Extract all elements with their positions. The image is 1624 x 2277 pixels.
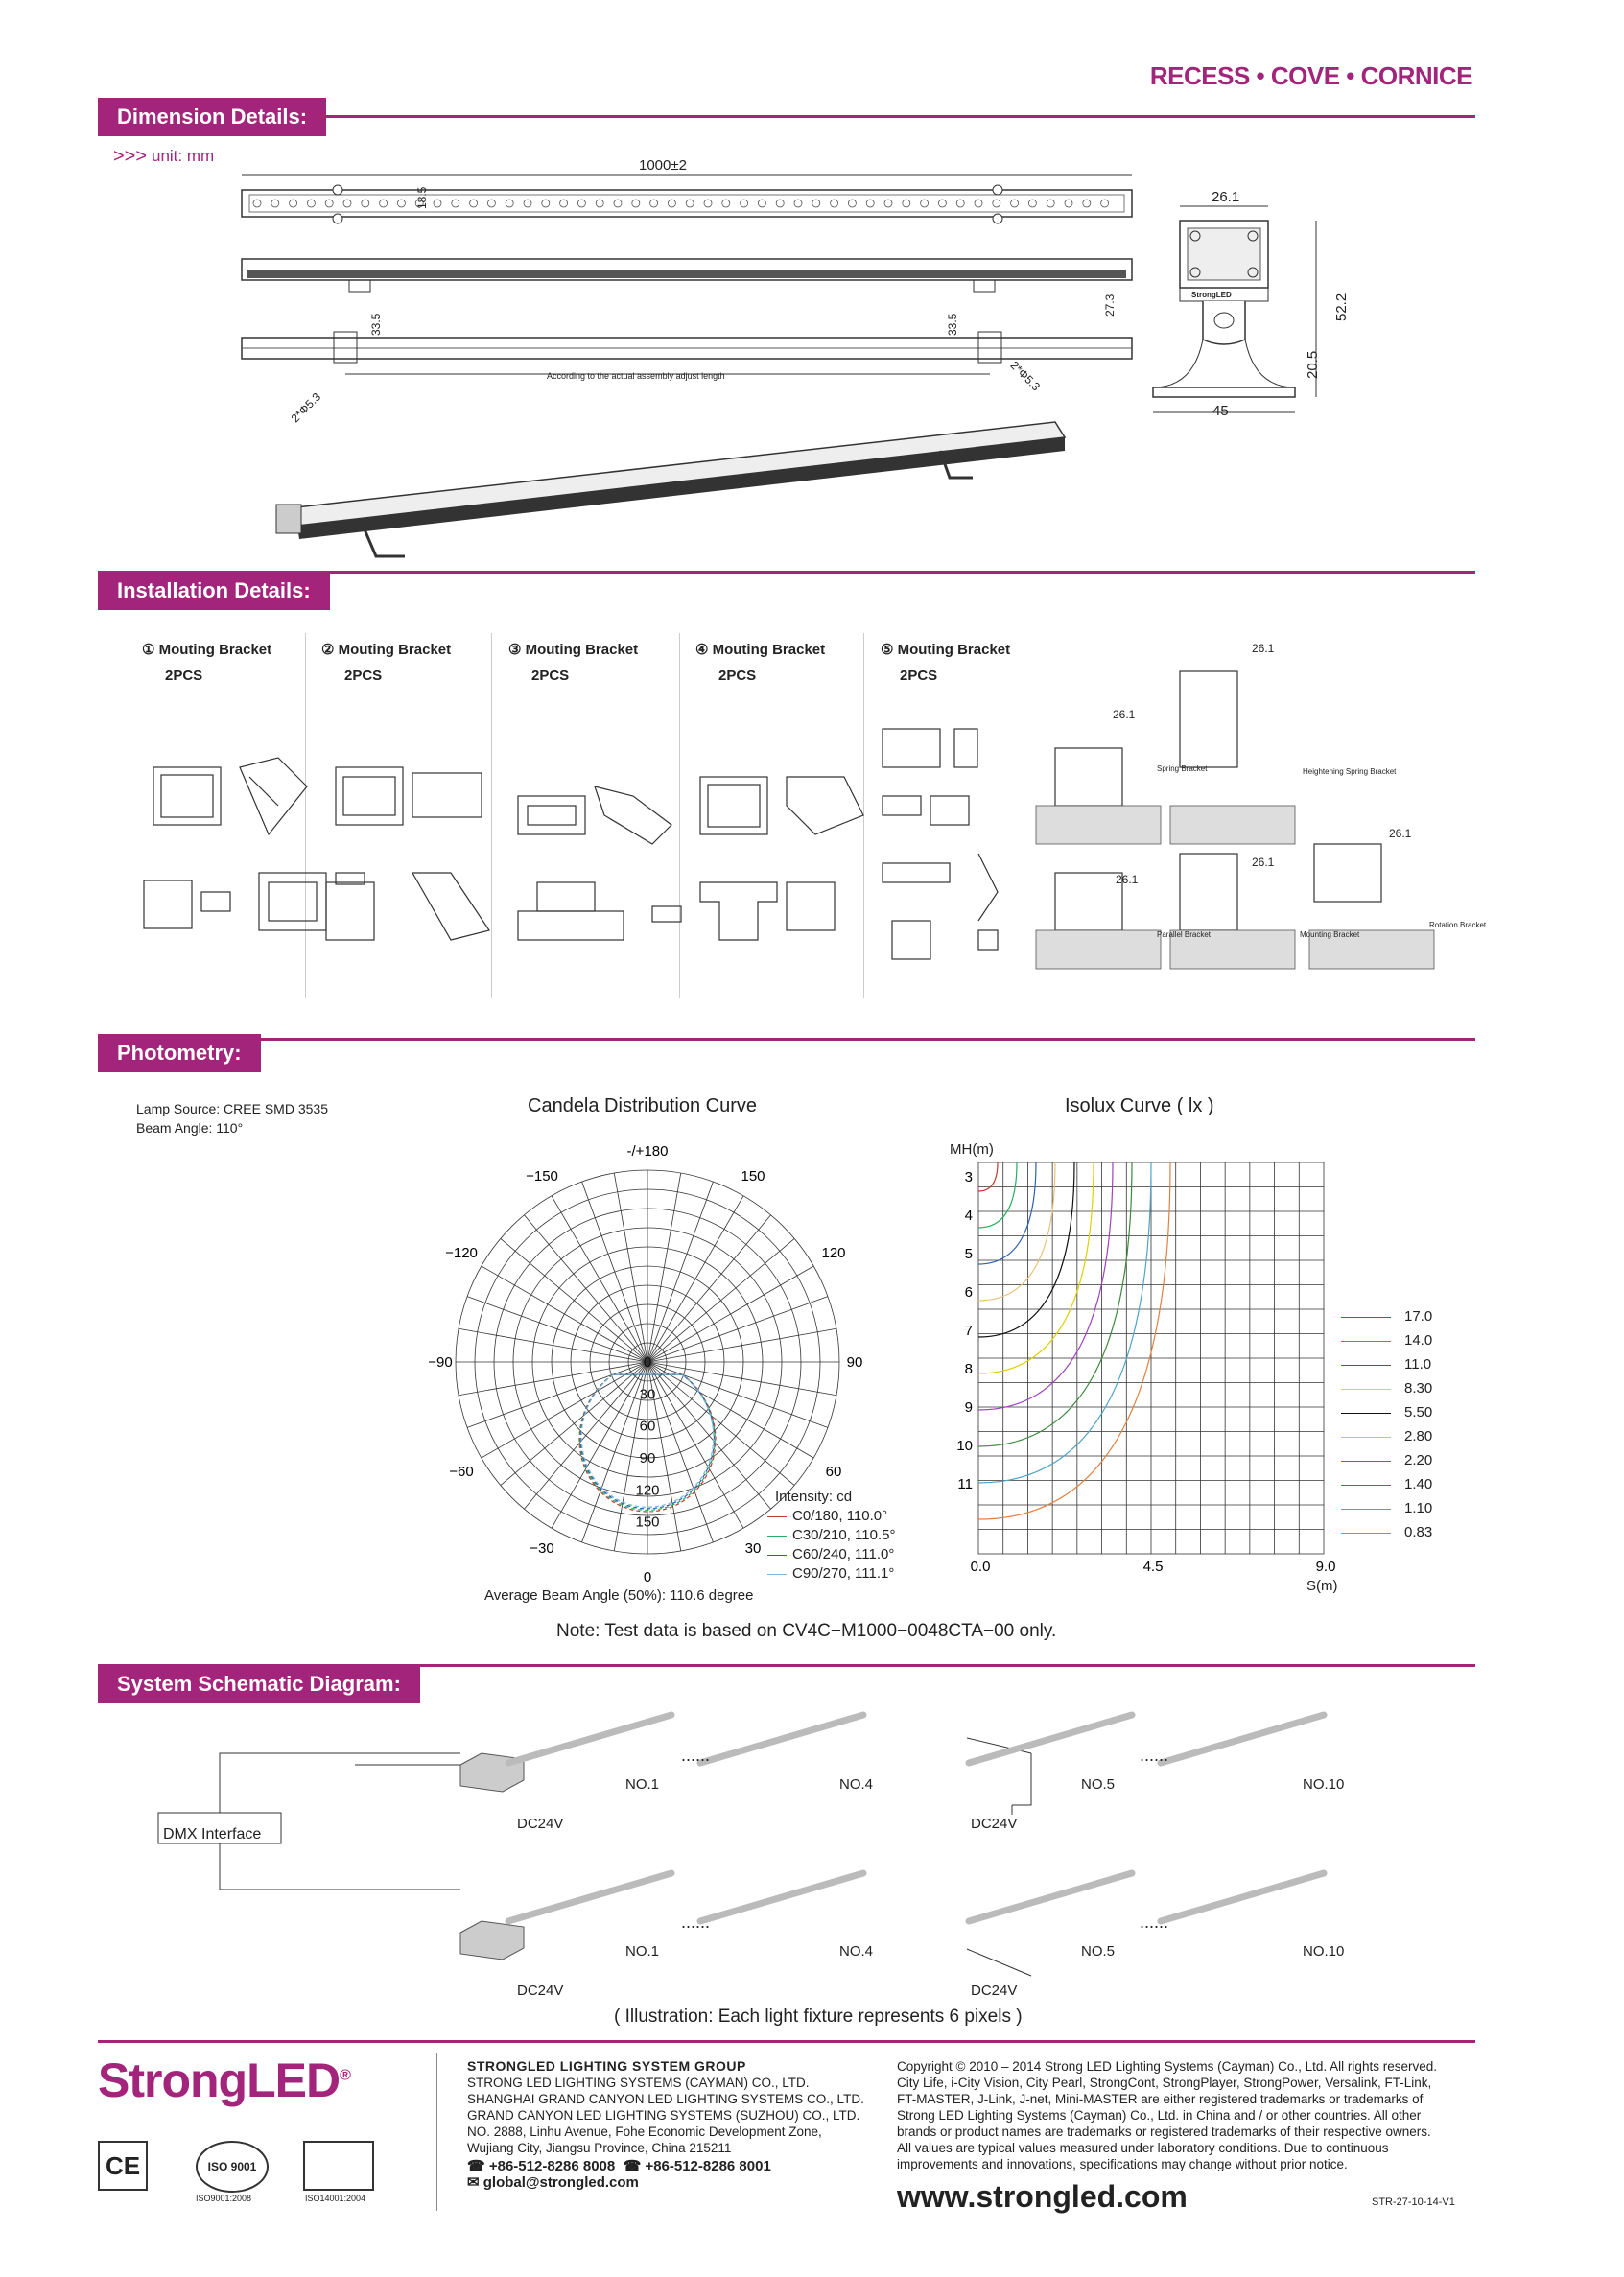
polar-angle-label: −120 [445,1245,478,1261]
brand-logo: StrongLED® [98,2054,350,2107]
polar-angle-label: 30 [744,1540,762,1557]
beam-angle: Beam Angle: 110° [136,1120,244,1136]
bracket-qty: 2PCS [718,668,757,684]
illustration-note: ( Illustration: Each light fixture represents 6 pixels ) [614,2007,1023,2027]
avg-beam: Average Beam Angle (50%): 110.6 degree [484,1587,754,1604]
bracket-title: ③ Mouting Bracket [508,642,639,658]
isolux-y-label: MH(m) [950,1141,994,1158]
dc-label: DC24V [971,1816,1018,1832]
bracket-3 [508,641,662,684]
polar-angle-label: 120 [821,1245,846,1261]
test-note: Note: Test data is based on CV4C−M1000−0048CTA−00 only. [556,1621,1057,1641]
dim-hole-right: 2*Φ5.3 [1007,358,1044,394]
bracket-5 [881,641,1034,684]
bracket-title: ② Mouting Bracket [321,642,452,658]
side-dim-26-1: 26.1 [1212,189,1240,205]
installation-drawings [134,710,1487,998]
fixture-bar [508,1873,671,1921]
dc-label: DC24V [517,1983,564,1999]
isolux-y-tick: 4 [964,1208,973,1224]
fax: +86-512-8286 8001 [645,2158,771,2174]
fixture-bar [1161,1715,1324,1763]
dc-label: DC24V [971,1983,1018,1999]
isolux-y-tick: 9 [964,1399,973,1416]
polar-angle-label: -/+180 [626,1143,669,1160]
lamp-source: Lamp Source: CREE SMD 3535 [136,1101,328,1116]
email[interactable]: global@strongled.com [482,2174,639,2191]
bracket-qty: 2PCS [531,668,570,684]
bracket-qty: 2PCS [344,668,383,684]
fixture-label: NO.10 [1303,1776,1345,1793]
isolux-contour [978,1162,1055,1301]
mount-dim: 26.1 [1252,856,1275,869]
phone-icon: ☎ [467,2158,485,2174]
website-link[interactable]: www.strongled.com [897,2179,1188,2214]
mount-dim: 26.1 [1116,873,1139,886]
isolux-y-tick: 8 [964,1361,973,1377]
side-dim-20-5: 20.5 [1305,350,1321,379]
polar-angle-label: −150 [526,1168,558,1185]
doc-code: STR-27-10-14-V1 [1372,2196,1455,2208]
mount-dim: 26.1 [1113,708,1136,721]
dim-18-5: 18.5 [415,186,429,209]
isolux-y-tick: 6 [964,1284,973,1301]
side-dim-45: 45 [1212,403,1229,419]
isolux-contour [978,1162,1132,1446]
fixture-label: NO.4 [839,1943,874,1960]
mount-label-spring: Spring Bracket [1157,764,1208,773]
bracket-title: ① Mouting Bracket [142,642,272,658]
fixture-bar [508,1715,671,1763]
polar-radial-label: 150 [635,1514,660,1531]
bracket-4 [695,641,849,684]
isolux-legend-item: 0.83 [1341,1524,1432,1540]
category-header: RECESS • COVE • CORNICE [1149,61,1472,90]
candela-legend-item: C30/210, 110.5° [767,1527,895,1543]
installation-section-tab: Installation Details: [98,572,330,610]
isolux-legend-item: 2.80 [1341,1428,1432,1444]
fixture-label: NO.4 [839,1776,874,1793]
candela-legend-item: C90/270, 111.1° [767,1565,894,1582]
isolux-x-tick: 0.0 [970,1559,991,1575]
polar-angle-label: 60 [825,1464,842,1480]
polar-radial-label: 30 [639,1386,656,1403]
company-info: STRONGLED LIGHTING SYSTEM GROUP STRONG LED LIGHTING SYSTEMS (CAYMAN) CO., LTD. SHANGHAI GRAND CANYON LED LIGHTING SYSTEMS CO., LTD. GRAND CANYON LED LIGHTING SYSTEMS (SUZHOU) CO., LTD. NO. 2888, Linhu Avenue, Fohe Economic Development Zone, Wujiang City, Jiangsu Province, China 215211 ☎ +86-512-8286 8008 ☎ +86-512-8286 8001 ✉ global@strongled.com [467,2058,864,2191]
fixture-bar [700,1873,863,1921]
polar-radial-label: 90 [639,1450,656,1467]
length-label: 1000±2 [639,157,687,174]
bracket-title: ⑤ Mouting Bracket [881,642,1011,658]
isolux-y-tick: 3 [964,1169,973,1185]
polar-angle-label: 150 [741,1168,765,1185]
polar-radial-label: 120 [635,1482,660,1499]
fixture-bar [969,1715,1132,1763]
iso9001-badge: ISO 9001 [196,2141,269,2193]
isolux-x-tick: 4.5 [1142,1559,1164,1575]
photometry-section-tab: Photometry: [98,1034,261,1072]
isolux-contour [978,1162,1170,1519]
side-dim-52-2: 52.2 [1333,293,1350,321]
adjust-note: According to the actual assembly adjust length [547,371,725,381]
bracket-qty: 2PCS [165,668,203,684]
mount-label-parallel: Parallel Bracket [1157,930,1212,939]
isolux-x-tick: 9.0 [1315,1559,1336,1575]
section-rule [98,1038,1475,1041]
dim-33-5-left: 33.5 [369,313,383,336]
isolux-contour [978,1162,1151,1483]
polar-angle-label: −60 [449,1464,474,1480]
dim-27-3: 27.3 [1103,293,1117,317]
footer-rule [98,2040,1475,2043]
iso14001-badge [303,2141,374,2191]
copyright-info: Copyright © 2010 – 2014 Strong LED Lighting Systems (Cayman) Co., Ltd. All rights reserved. City Life, i-City Vision, City Pearl, StrongCont, StrongPlayer, StrongPower, Versalink, FT-Link, FT-MASTER, J-Link, J-net, Mini-MASTER are either registered trademarks or trademarks of Strong LED Lighting Systems (Cayman) Co., Ltd. in China and / or other countries. All other brands or product names are trademarks or registered trademarks of their respective owners. All values are typical values measured under laboratory conditions. Due to continuous improvements and innovations, specifications may change without prior notice. [897,2059,1437,2171]
isolux-legend-item: 17.0 [1341,1308,1432,1325]
fixture-label: NO.10 [1303,1943,1345,1960]
isolux-x-label: S(m) [1306,1578,1338,1594]
isolux-y-tick: 7 [964,1323,973,1339]
mount-label-heightening: Heightening Spring Bracket [1303,767,1397,776]
isolux-title: Isolux Curve ( lx ) [1065,1095,1214,1116]
unit-label: unit: mm [152,147,215,165]
isolux-contour [978,1162,1074,1337]
isolux-contour [978,1162,1017,1228]
isolux-contour [978,1162,1036,1264]
bracket-qty: 2PCS [900,668,938,684]
side-section-drawing [1142,192,1362,422]
mount-dim: 26.1 [1252,642,1275,655]
dots: ...... [1140,1746,1169,1765]
bracket-2 [321,641,475,684]
polar-angle-label: 0 [643,1569,652,1585]
isolux-contour [978,1162,1094,1373]
ce-mark: CE [98,2141,148,2191]
bracket-title: ④ Mouting Bracket [695,642,826,658]
isolux-chart [956,1151,1343,1592]
polar-angle-label: 90 [846,1354,863,1371]
isolux-y-tick: 10 [956,1438,973,1454]
fixture-label: NO.1 [625,1943,660,1960]
polar-radial-label: 60 [639,1418,656,1435]
isolux-legend-item: 2.20 [1341,1452,1432,1468]
isolux-y-tick: 5 [964,1246,973,1262]
fixture-logo: StrongLED [1191,291,1232,299]
bracket-1 [142,641,295,684]
polar-angle-label: −30 [530,1540,554,1557]
iso9001-label: ISO9001:2008 [196,2194,252,2203]
schematic-section-tab: System Schematic Diagram: [98,1665,420,1703]
mount-label-rotation: Rotation Bracket [1429,921,1487,929]
mount-label-mounting: Mounting Bracket [1300,930,1360,939]
fixture-label: NO.1 [625,1776,660,1793]
candela-legend-item: C60/240, 111.0° [767,1546,894,1562]
candela-title: Candela Distribution Curve [528,1095,758,1116]
mount-dim: 26.1 [1389,827,1412,840]
dots: ...... [681,1746,711,1765]
dimension-section-tab: Dimension Details: [98,98,326,136]
isolux-y-tick: 11 [957,1476,973,1492]
dc-label: DC24V [517,1816,564,1832]
dots: ...... [681,1913,711,1932]
isolux-legend-item: 1.10 [1341,1500,1432,1516]
fixture-label: NO.5 [1081,1776,1116,1793]
dim-hole-left: 2*Φ5.3 [288,389,324,426]
isolux-legend-item: 14.0 [1341,1332,1432,1349]
candela-legend-item: C0/180, 110.0° [767,1508,887,1524]
fixture-bar [969,1873,1132,1921]
intensity-label: Intensity: cd [775,1489,853,1505]
phone: +86-512-8286 8008 [488,2158,616,2174]
isolux-legend-item: 5.50 [1341,1404,1432,1420]
isolux-legend-item: 11.0 [1341,1356,1431,1373]
unit-chevron-icon: >>> [113,146,148,167]
dmx-interface: DMX Interface [163,1826,262,1843]
fax-icon: ☎ [623,2158,642,2174]
email-icon: ✉ [467,2174,480,2191]
isolux-legend-item: 1.40 [1341,1476,1432,1492]
fixture-label: NO.5 [1081,1943,1116,1960]
fixture-bar [1161,1873,1324,1921]
dim-33-5-right: 33.5 [946,313,959,336]
schematic-diagram [144,1698,1477,1985]
fixture-bar [700,1715,863,1763]
polar-angle-label: −90 [428,1354,453,1371]
dots: ...... [1140,1913,1169,1932]
iso14001-label: ISO14001:2004 [305,2194,366,2203]
isolux-legend-item: 8.30 [1341,1380,1432,1397]
polar-radial-label: 0 [643,1354,652,1371]
